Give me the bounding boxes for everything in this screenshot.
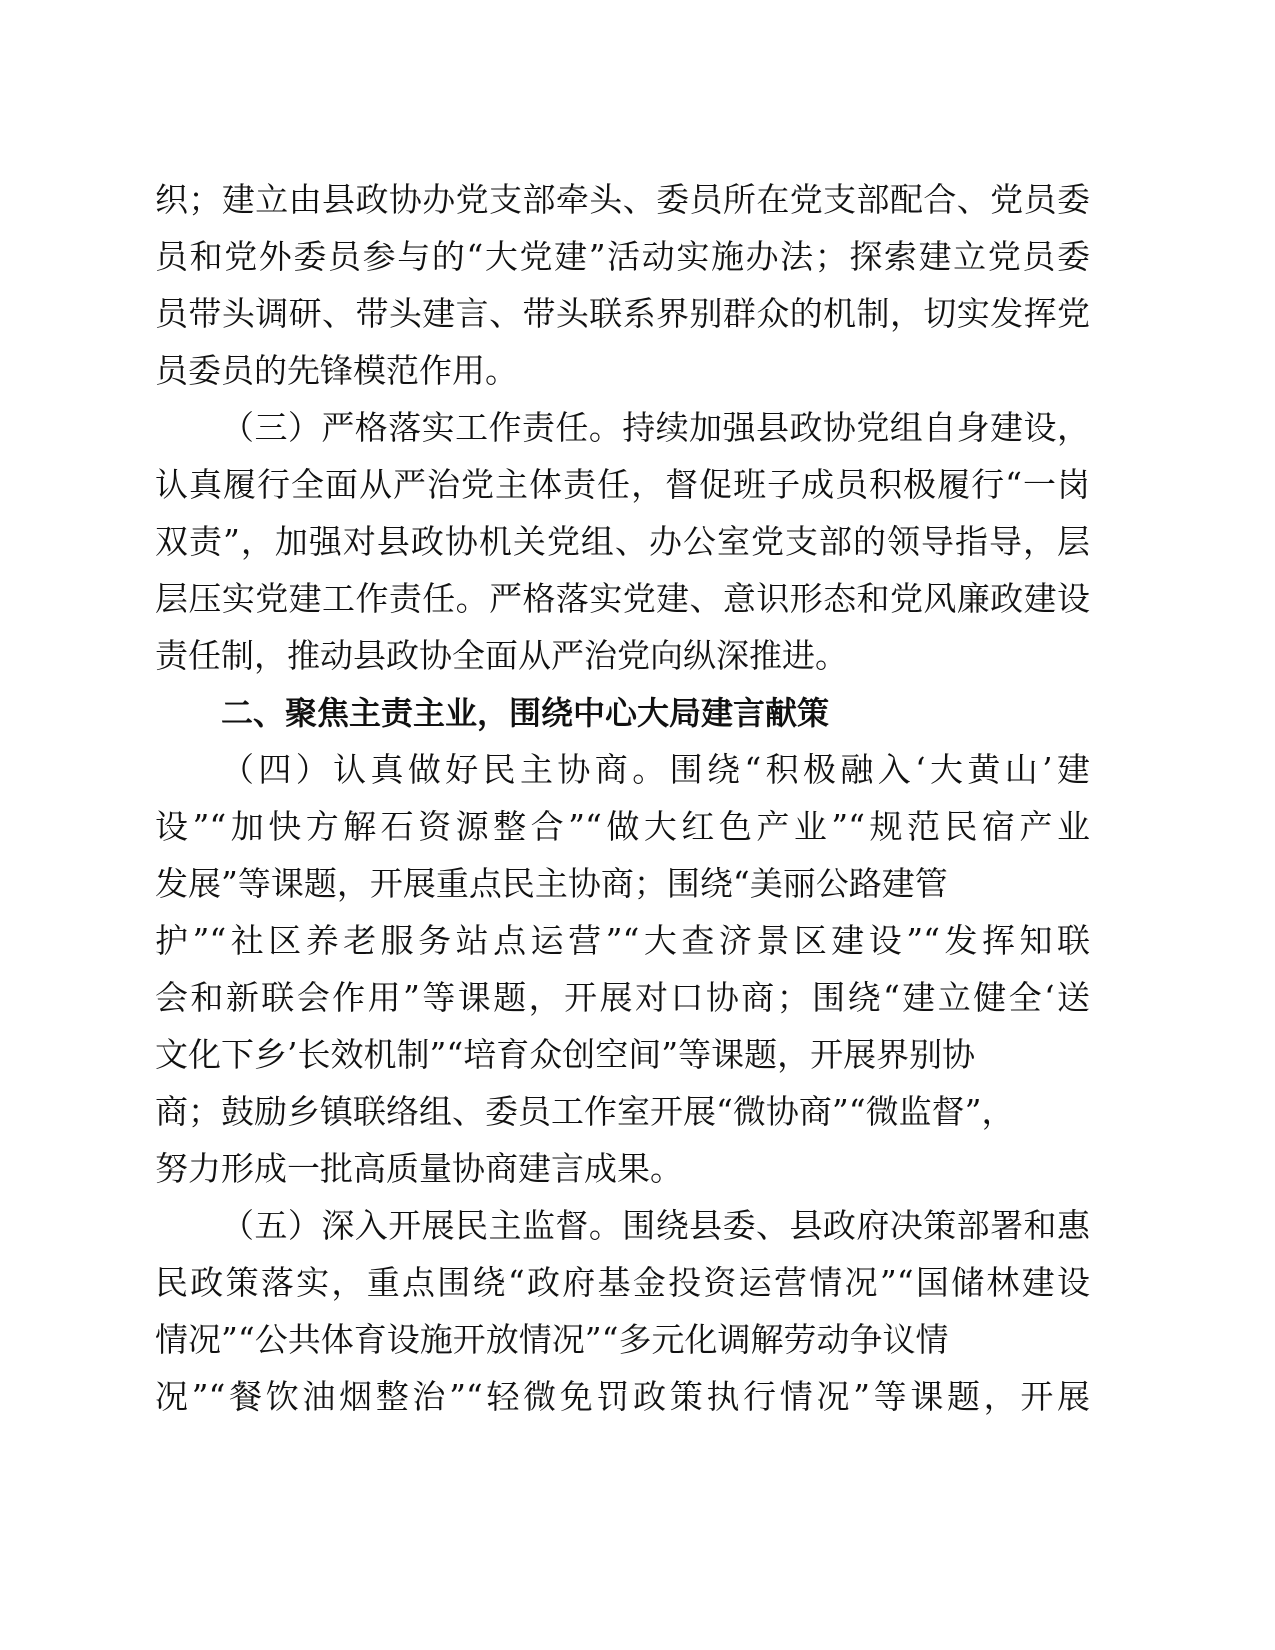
paragraph-2-line-5: 责任制，推动县政协全面从严治党向纵深推进。	[155, 636, 848, 675]
paragraph-1-line-2: 员和党外委员参与的“大党建”活动实施办法；探索建立党员委	[155, 237, 1090, 276]
paragraph-2-line-4: 层压实党建工作责任。严格落实党建、意识形态和党风廉政建设	[155, 579, 1090, 618]
paragraph-4-line-3: 情况”“公共体育设施开放情况”“多元化调解劳动争议情	[155, 1320, 949, 1359]
paragraph-3-line-6: 文化下乡’长效机制”“培育众创空间”等课题，开展界别协	[155, 1035, 976, 1074]
paragraph-1-line-3: 员带头调研、带头建言、带头联系界别群众的机制，切实发挥党	[155, 294, 1090, 333]
paragraph-4-line-2: 民政策落实，重点围绕“政府基金投资运营情况”“国储林建设	[155, 1263, 1090, 1302]
section-heading-2: 二、聚焦主责主业，围绕中心大局建言献策	[221, 694, 830, 732]
paragraph-2-line-3: 双责”，加强对县政协机关党组、办公室党支部的领导指导，层	[155, 522, 1090, 561]
paragraph-3-line-2: 设”“加快方解石资源整合”“做大红色产业”“规范民宿产业	[155, 807, 1090, 846]
paragraph-1-line-4: 员委员的先锋模范作用。	[155, 351, 518, 390]
paragraph-3-line-1: （四）认真做好民主协商。围绕“积极融入‘大黄山’建	[221, 750, 1090, 789]
paragraph-2-line-2: 认真履行全面从严治党主体责任，督促班子成员积极履行“一岗	[155, 465, 1090, 504]
paragraph-4-line-4: 况”“餐饮油烟整治”“轻微免罚政策执行情况”等课题，开展	[155, 1377, 1090, 1416]
paragraph-3-line-3: 发展”等课题，开展重点民主协商；围绕“美丽公路建管	[155, 864, 948, 903]
paragraph-2-line-1: （三）严格落实工作责任。持续加强县政协党组自身建设，	[221, 408, 1090, 447]
paragraph-3-line-8: 努力形成一批高质量协商建言成果。	[155, 1149, 683, 1188]
paragraph-3-line-4: 护”“社区养老服务站点运营”“大查济景区建设”“发挥知联	[155, 921, 1090, 960]
paragraph-1-line-1: 织；建立由县政协办党支部牵头、委员所在党支部配合、党员委	[155, 180, 1090, 219]
paragraph-4-line-1: （五）深入开展民主监督。围绕县委、县政府决策部署和惠	[221, 1206, 1090, 1245]
paragraph-3-line-7: 商；鼓励乡镇联络组、委员工作室开展“微协商”“微监督”，	[155, 1092, 1015, 1131]
paragraph-3-line-5: 会和新联会作用”等课题，开展对口协商；围绕“建立健全‘送	[155, 978, 1090, 1017]
